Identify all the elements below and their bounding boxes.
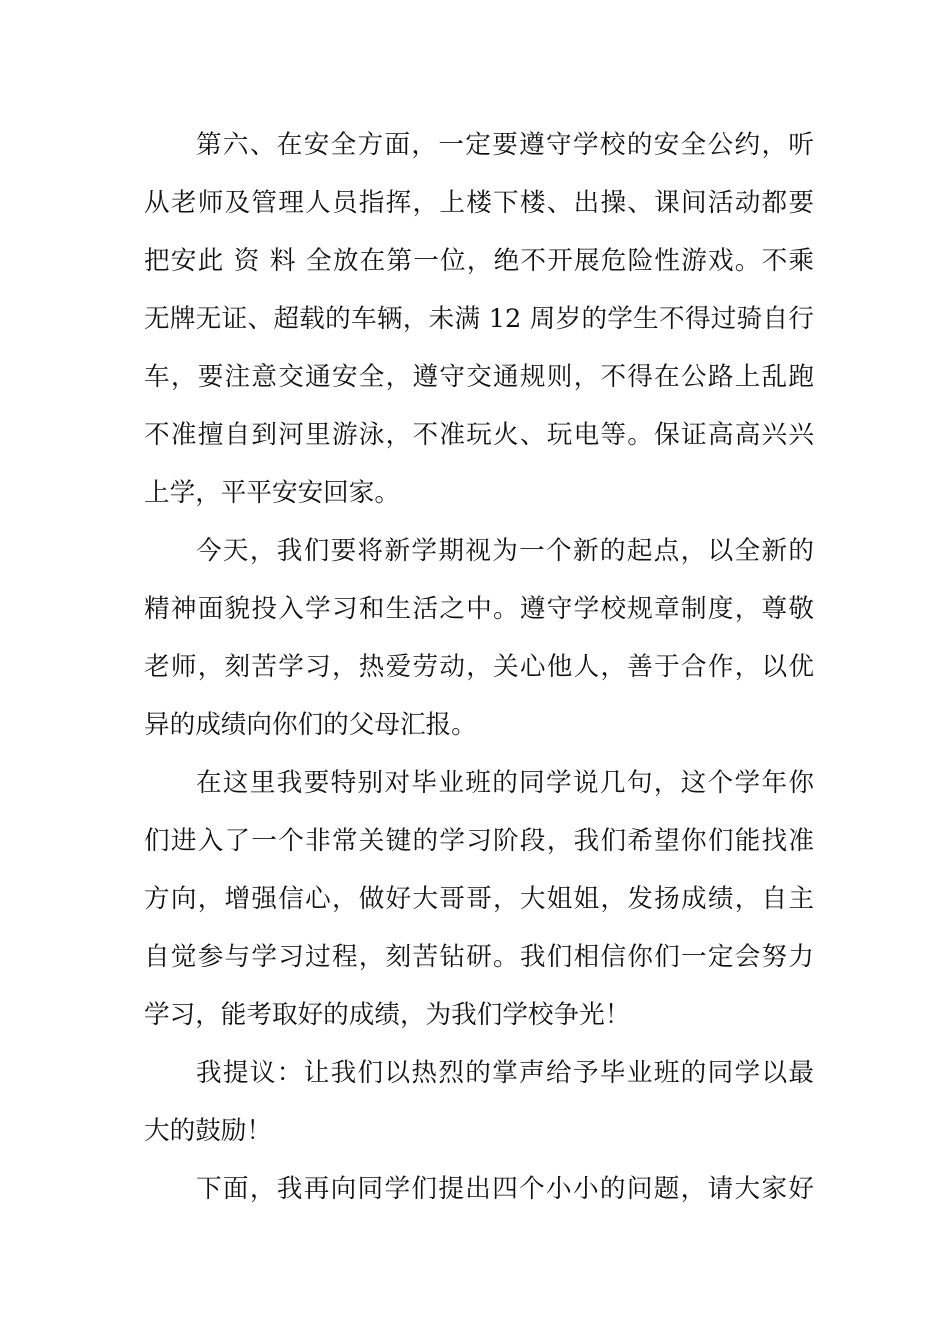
text-line: 不准擅自到河里游泳，不准玩火、玩电等。保证高高兴兴 [144, 420, 814, 450]
text-line: 方向，增强信心，做好大哥哥，大姐姐，发扬成绩，自主 [144, 884, 814, 914]
paragraph-questions [144, 1160, 814, 1218]
text-line: 精神面貌投入学习和生活之中。遵守学校规章制度，尊敬 [144, 594, 814, 624]
text-line: 异的成绩向你们的父母汇报。 [144, 710, 477, 740]
text-line: 在这里我要特别对毕业班的同学说几句，这个学年你 [196, 768, 814, 798]
text-line: 把安此 资 料 全放在第一位，绝不开展危险性游戏。不乘 [144, 246, 814, 276]
text-line: 从老师及管理人员指挥，上楼下楼、出操、课间活动都要 [144, 188, 814, 218]
text-line: 大的鼓励！ [144, 1116, 272, 1146]
paragraph-new-semester [144, 522, 814, 754]
text-line: 下面，我再向同学们提出四个小小的问题，请大家好 [196, 1174, 814, 1204]
text-line: 车，要注意交通安全，遵守交通规则，不得在公路上乱跑 [144, 362, 814, 392]
text-line: 第六、在安全方面，一定要遵守学校的安全公约，听 [196, 130, 814, 160]
text-line: 们进入了一个非常关键的学习阶段，我们希望你们能找准 [144, 826, 814, 856]
text-line: 学习，能考取好的成绩，为我们学校争光！ [144, 1000, 631, 1030]
document-body [144, 116, 814, 1218]
text-line: 今天，我们要将新学期视为一个新的起点，以全新的 [196, 536, 814, 566]
text-line: 我提议：让我们以热烈的掌声给予毕业班的同学以最 [196, 1058, 814, 1088]
text-line: 无牌无证、超载的车辆，未满 12 周岁的学生不得过骑自行 [144, 304, 814, 334]
text-line: 上学，平平安安回家。 [144, 478, 400, 508]
paragraph-proposal [144, 1044, 814, 1160]
paragraph-graduating-class [144, 754, 814, 1044]
paragraph-safety [144, 116, 814, 522]
text-line: 自觉参与学习过程，刻苦钻研。我们相信你们一定会努力 [144, 942, 814, 972]
text-line: 老师，刻苦学习，热爱劳动，关心他人，善于合作，以优 [144, 652, 814, 682]
